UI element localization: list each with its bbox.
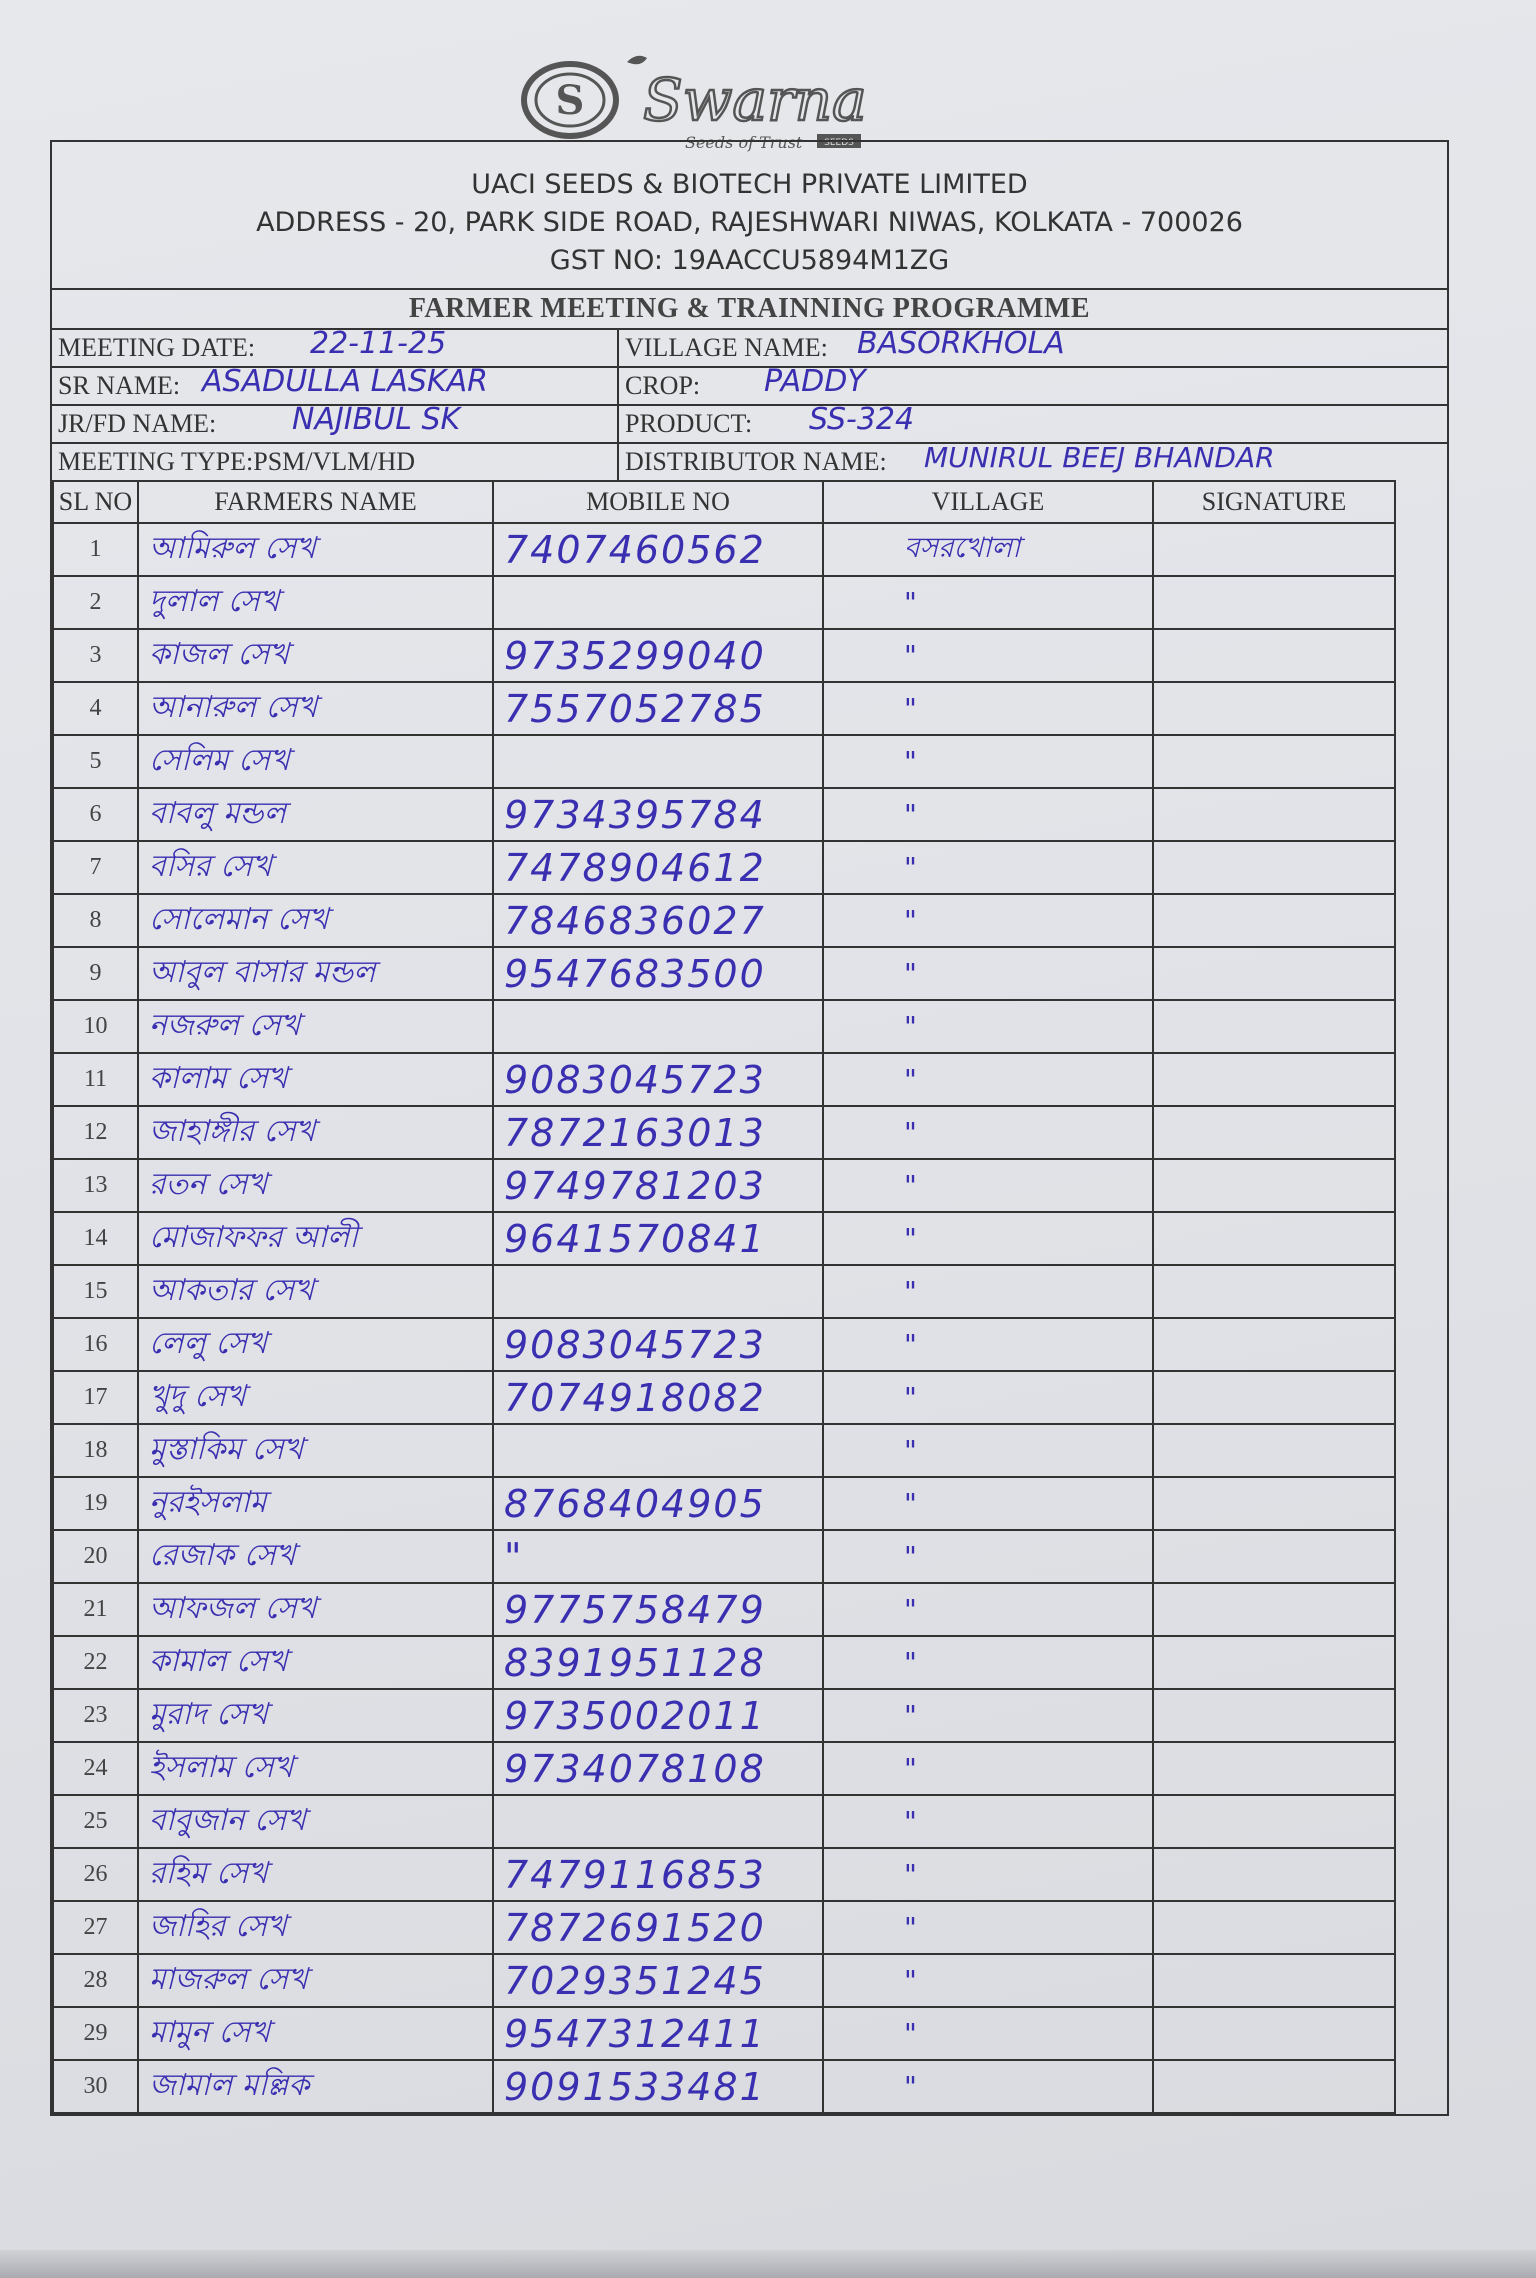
farmer-name-cell: মোজাফফর আলী	[138, 1212, 493, 1265]
farmer-name-cell: কামাল সেখ	[138, 1636, 493, 1689]
mobile-no-cell: 9735002011	[493, 1689, 823, 1742]
sl-no-cell: 16	[53, 1318, 138, 1371]
sl-no-cell: 17	[53, 1371, 138, 1424]
village-name-row	[619, 326, 1447, 368]
sl-no-cell: 6	[53, 788, 138, 841]
sl-no-cell: 4	[53, 682, 138, 735]
svg-text:S: S	[555, 77, 585, 124]
farmer-name-cell: নজরুল সেখ	[138, 1000, 493, 1053]
mobile-no-cell: 7407460562	[493, 523, 823, 576]
signature-cell	[1153, 1636, 1395, 1689]
farmer-name-cell: লেলু সেখ	[138, 1318, 493, 1371]
village-cell: "	[823, 576, 1153, 629]
table-row	[53, 1477, 1395, 1530]
signature-cell	[1153, 1689, 1395, 1742]
company-gst: GST NO: 19AACCU5894M1ZG	[549, 245, 950, 276]
table-row	[53, 1795, 1395, 1848]
signature-cell	[1153, 1848, 1395, 1901]
table-row	[53, 1000, 1395, 1053]
signature-cell	[1153, 1265, 1395, 1318]
header-farmers-name: FARMERS NAME	[138, 481, 493, 523]
mobile-no-cell: 9734078108	[493, 1742, 823, 1795]
signature-cell	[1153, 1318, 1395, 1371]
mobile-no-cell: 9641570841	[493, 1212, 823, 1265]
village-cell: "	[823, 1848, 1153, 1901]
table-row	[53, 1954, 1395, 2007]
farmer-name-cell: আমিরুল সেখ	[138, 523, 493, 576]
table-row	[53, 1901, 1395, 1954]
village-cell: "	[823, 1795, 1153, 1848]
table-row	[53, 2007, 1395, 2060]
meeting-details	[52, 326, 1447, 480]
signature-cell	[1153, 894, 1395, 947]
farmers-table	[52, 480, 1396, 2114]
bottom-edge	[0, 2250, 1536, 2278]
meeting-type-label: MEETING TYPE:PSM/VLM/HD	[58, 447, 416, 476]
mobile-no-cell: 7074918082	[493, 1371, 823, 1424]
sl-no-cell: 21	[53, 1583, 138, 1636]
table-row	[53, 1742, 1395, 1795]
table-row	[53, 1212, 1395, 1265]
sl-no-cell: 10	[53, 1000, 138, 1053]
farmer-name-cell: দুলাল সেখ	[138, 576, 493, 629]
table-row	[53, 788, 1395, 841]
village-cell: "	[823, 1000, 1153, 1053]
mobile-no-cell	[493, 1000, 823, 1053]
header-mobile-no: MOBILE NO	[493, 481, 823, 523]
sl-no-cell: 18	[53, 1424, 138, 1477]
crop-label: CROP:	[625, 371, 701, 400]
mobile-no-cell: 9734395784	[493, 788, 823, 841]
signature-cell	[1153, 1212, 1395, 1265]
distributor-label: DISTRIBUTOR NAME:	[625, 447, 887, 476]
mobile-no-cell: 9547312411	[493, 2007, 823, 2060]
mobile-no-cell: 9735299040	[493, 629, 823, 682]
meeting-date-row	[52, 326, 617, 368]
table-row	[53, 1159, 1395, 1212]
signature-cell	[1153, 682, 1395, 735]
mobile-no-cell: "	[493, 1530, 823, 1583]
company-name: UACI SEEDS & BIOTECH PRIVATE LIMITED	[471, 169, 1028, 200]
village-cell: "	[823, 1106, 1153, 1159]
mobile-no-cell	[493, 576, 823, 629]
mobile-no-cell	[493, 1265, 823, 1318]
company-header	[52, 142, 1447, 290]
sl-no-cell: 3	[53, 629, 138, 682]
sl-no-cell: 30	[53, 2060, 138, 2113]
company-address: ADDRESS - 20, PARK SIDE ROAD, RAJESHWARI NIWAS, KOLKATA - 700026	[256, 207, 1243, 238]
table-row	[53, 1689, 1395, 1742]
sl-no-cell: 5	[53, 735, 138, 788]
sl-no-cell: 9	[53, 947, 138, 1000]
farmer-name-cell: আনারুল সেখ	[138, 682, 493, 735]
village-cell: "	[823, 1530, 1153, 1583]
mobile-no-cell: 7872163013	[493, 1106, 823, 1159]
signature-cell	[1153, 1424, 1395, 1477]
farmer-name-cell: ইসলাম সেখ	[138, 1742, 493, 1795]
meeting-form	[50, 140, 1449, 2116]
mobile-no-cell: 8768404905	[493, 1477, 823, 1530]
village-cell: "	[823, 1053, 1153, 1106]
village-cell: "	[823, 947, 1153, 1000]
crop-value: PADDY	[764, 364, 866, 399]
mobile-no-cell: 9547683500	[493, 947, 823, 1000]
signature-cell	[1153, 1901, 1395, 1954]
mobile-no-cell: 7846836027	[493, 894, 823, 947]
village-cell: "	[823, 1424, 1153, 1477]
table-row	[53, 947, 1395, 1000]
village-cell: "	[823, 1901, 1153, 1954]
table-row	[53, 1583, 1395, 1636]
table-row	[53, 1530, 1395, 1583]
village-cell: "	[823, 894, 1153, 947]
mobile-no-cell: 9749781203	[493, 1159, 823, 1212]
farmer-name-cell: সোলেমান সেখ	[138, 894, 493, 947]
signature-cell	[1153, 629, 1395, 682]
table-row	[53, 735, 1395, 788]
farmer-name-cell: জামাল মল্লিক	[138, 2060, 493, 2113]
sl-no-cell: 26	[53, 1848, 138, 1901]
signature-cell	[1153, 735, 1395, 788]
logo-tagline: Seeds of Trust	[685, 133, 803, 152]
mobile-no-cell: 7557052785	[493, 682, 823, 735]
village-cell: "	[823, 1954, 1153, 2007]
mobile-no-cell: 9091533481	[493, 2060, 823, 2113]
village-cell: "	[823, 1689, 1153, 1742]
farmer-name-cell: রেজাক সেখ	[138, 1530, 493, 1583]
farmer-name-cell: জাহাঙ্গীর সেখ	[138, 1106, 493, 1159]
table-row	[53, 1371, 1395, 1424]
table-row	[53, 1265, 1395, 1318]
sr-name-row	[52, 364, 617, 406]
village-cell: "	[823, 1477, 1153, 1530]
signature-cell	[1153, 1530, 1395, 1583]
sl-no-cell: 1	[53, 523, 138, 576]
village-cell: "	[823, 1636, 1153, 1689]
sl-no-cell: 11	[53, 1053, 138, 1106]
farmer-name-cell: নুরইসলাম	[138, 1477, 493, 1530]
farmer-name-cell: জাহির সেখ	[138, 1901, 493, 1954]
sl-no-cell: 22	[53, 1636, 138, 1689]
sl-no-cell: 24	[53, 1742, 138, 1795]
farmer-name-cell: কাজল সেখ	[138, 629, 493, 682]
village-cell: "	[823, 2060, 1153, 2113]
farmer-name-cell: মুস্তাকিম সেখ	[138, 1424, 493, 1477]
mobile-no-cell: 7478904612	[493, 841, 823, 894]
farmer-name-cell: আকতার সেখ	[138, 1265, 493, 1318]
sl-no-cell: 12	[53, 1106, 138, 1159]
village-cell: বসরখোলা	[823, 523, 1153, 576]
sl-no-cell: 27	[53, 1901, 138, 1954]
signature-cell	[1153, 1477, 1395, 1530]
sl-no-cell: 29	[53, 2007, 138, 2060]
sl-no-cell: 13	[53, 1159, 138, 1212]
table-row	[53, 2060, 1395, 2113]
mobile-no-cell: 9083045723	[493, 1053, 823, 1106]
signature-cell	[1153, 576, 1395, 629]
sl-no-cell: 8	[53, 894, 138, 947]
mobile-no-cell: 7029351245	[493, 1954, 823, 2007]
table-row	[53, 1424, 1395, 1477]
table-row	[53, 1636, 1395, 1689]
table-row	[53, 523, 1395, 576]
farmer-name-cell: আফজল সেখ	[138, 1583, 493, 1636]
farmer-name-cell: আবুল বাসার মন্ডল	[138, 947, 493, 1000]
distributor-row	[619, 441, 1447, 480]
crop-row	[619, 364, 1447, 406]
table-row	[53, 1106, 1395, 1159]
table-row	[53, 576, 1395, 629]
mobile-no-cell: 7479116853	[493, 1848, 823, 1901]
mobile-no-cell: 7872691520	[493, 1901, 823, 1954]
distributor-value: MUNIRUL BEEJ BHANDAR	[924, 441, 1275, 474]
village-cell: "	[823, 735, 1153, 788]
signature-cell	[1153, 841, 1395, 894]
product-row	[619, 402, 1447, 444]
farmer-name-cell: মামুন সেখ	[138, 2007, 493, 2060]
sl-no-cell: 14	[53, 1212, 138, 1265]
farmer-name-cell: মুরাদ সেখ	[138, 1689, 493, 1742]
signature-cell	[1153, 1106, 1395, 1159]
signature-cell	[1153, 1053, 1395, 1106]
table-row	[53, 682, 1395, 735]
jr-name-value: NAJIBUL SK	[292, 402, 461, 437]
product-value: SS-324	[809, 402, 915, 437]
farmer-name-cell: বাবলু মন্ডল	[138, 788, 493, 841]
signature-cell	[1153, 523, 1395, 576]
sl-no-cell: 23	[53, 1689, 138, 1742]
table-row	[53, 841, 1395, 894]
meeting-date-label: MEETING DATE:	[58, 333, 256, 362]
signature-cell	[1153, 1795, 1395, 1848]
table-header-row	[53, 481, 1395, 523]
meeting-type-row	[52, 444, 617, 480]
mobile-no-cell	[493, 735, 823, 788]
table-row	[53, 1053, 1395, 1106]
signature-cell	[1153, 1954, 1395, 2007]
mobile-no-cell: 8391951128	[493, 1636, 823, 1689]
sl-no-cell: 2	[53, 576, 138, 629]
farmer-name-cell: খুদু সেখ	[138, 1371, 493, 1424]
sl-no-cell: 20	[53, 1530, 138, 1583]
village-name-value: BASORKHOLA	[857, 326, 1065, 361]
village-cell: "	[823, 629, 1153, 682]
signature-cell	[1153, 788, 1395, 841]
table-row	[53, 629, 1395, 682]
farmer-name-cell: সেলিম সেখ	[138, 735, 493, 788]
table-row	[53, 1318, 1395, 1371]
village-cell: "	[823, 788, 1153, 841]
sl-no-cell: 28	[53, 1954, 138, 2007]
sr-name-value: ASADULLA LASKAR	[202, 364, 488, 399]
village-cell: "	[823, 1583, 1153, 1636]
mobile-no-cell: 9083045723	[493, 1318, 823, 1371]
sl-no-cell: 7	[53, 841, 138, 894]
sl-no-cell: 15	[53, 1265, 138, 1318]
signature-cell	[1153, 1000, 1395, 1053]
village-cell: "	[823, 1371, 1153, 1424]
table-row	[53, 894, 1395, 947]
signature-cell	[1153, 1583, 1395, 1636]
village-cell: "	[823, 2007, 1153, 2060]
meeting-date-value: 22-11-25	[310, 326, 447, 361]
village-cell: "	[823, 1318, 1153, 1371]
header-sl-no: SL NO	[53, 481, 138, 523]
village-cell: "	[823, 1265, 1153, 1318]
farmer-name-cell: কালাম সেখ	[138, 1053, 493, 1106]
farmer-name-cell: বসির সেখ	[138, 841, 493, 894]
village-cell: "	[823, 1742, 1153, 1795]
sl-no-cell: 19	[53, 1477, 138, 1530]
farmer-name-cell: রতন সেখ	[138, 1159, 493, 1212]
sl-no-cell: 25	[53, 1795, 138, 1848]
logo-tag: SEEDS	[824, 138, 854, 148]
signature-cell	[1153, 1742, 1395, 1795]
programme-title: FARMER MEETING & TRAINNING PROGRAMME	[52, 290, 1447, 330]
jr-name-label: JR/FD NAME:	[58, 409, 217, 438]
table-row	[53, 1848, 1395, 1901]
village-cell: "	[823, 1212, 1153, 1265]
signature-cell	[1153, 1371, 1395, 1424]
mobile-no-cell	[493, 1424, 823, 1477]
header-village: VILLAGE	[823, 481, 1153, 523]
village-cell: "	[823, 1159, 1153, 1212]
logo-brand: Swarna	[643, 66, 867, 134]
signature-cell	[1153, 2060, 1395, 2113]
mobile-no-cell	[493, 1795, 823, 1848]
signature-cell	[1153, 2007, 1395, 2060]
mobile-no-cell: 9775758479	[493, 1583, 823, 1636]
village-name-label: VILLAGE NAME:	[625, 333, 828, 362]
farmer-name-cell: রহিম সেখ	[138, 1848, 493, 1901]
farmer-name-cell: মাজরুল সেখ	[138, 1954, 493, 2007]
header-signature: SIGNATURE	[1153, 481, 1395, 523]
farmer-name-cell: বাবুজান সেখ	[138, 1795, 493, 1848]
village-cell: "	[823, 841, 1153, 894]
sr-name-label: SR NAME:	[58, 371, 181, 400]
signature-cell	[1153, 1159, 1395, 1212]
village-cell: "	[823, 682, 1153, 735]
signature-cell	[1153, 947, 1395, 1000]
jr-name-row	[52, 402, 617, 444]
product-label: PRODUCT:	[625, 409, 753, 438]
